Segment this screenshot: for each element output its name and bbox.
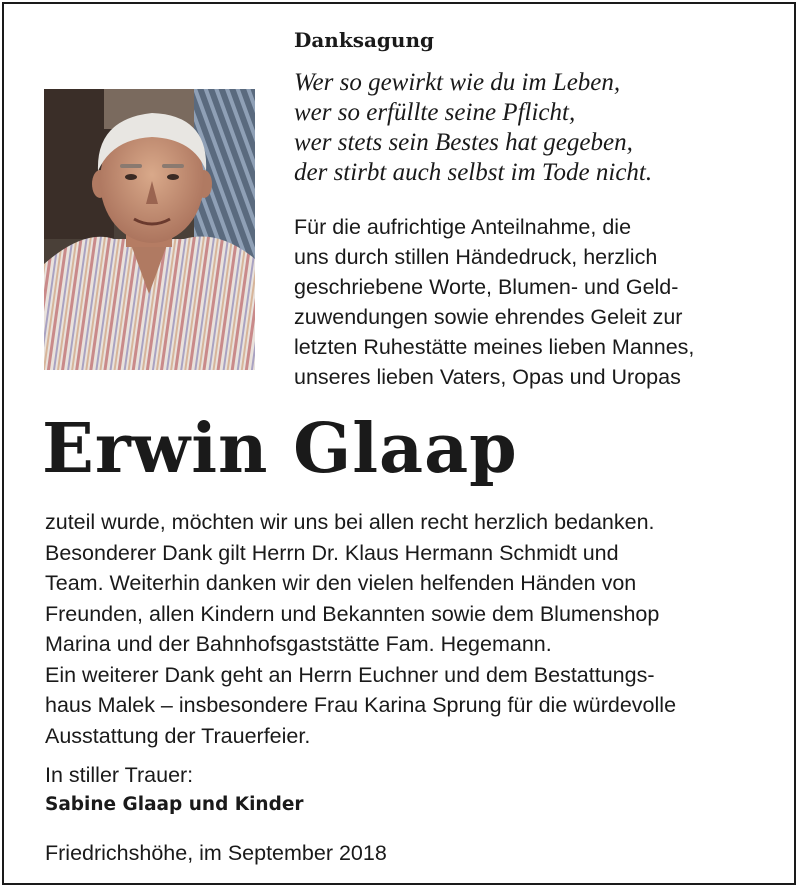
body-line: Marina und der Bahnhofsgaststätte Fam. Hegemann. [45,632,552,656]
body-line: Ein weiterer Dank geht an Herrn Euchner und dem Bestattungs- [45,662,655,687]
thanks-line: uns durch stillen Händedruck, herzlich [294,245,658,269]
body-paragraph [45,507,676,751]
thanks-line: geschriebene Worte, Blumen- und Geld- [294,275,679,299]
place-date: Friedrichshöhe, im September 2018 [45,841,387,865]
poem-verse [294,68,652,188]
thanks-line: Für die aufrichtige Anteilnahme, die [294,215,632,239]
body-line: zuteil wurde, möchten wir uns bei allen recht herzlich bedanken. [45,510,655,534]
body-line: haus Malek – insbesondere Frau Karina Sprung für die würdevolle [45,693,677,717]
notice-heading: Danksagung [294,28,434,52]
thanks-line: unseres lieben Vaters, Opas und Uropas [294,365,681,389]
deceased-name: Erwin Glaap [42,409,518,489]
signature-names: Sabine Glaap und Kinder [45,794,304,815]
thanks-line: zuwendungen sowie ehrendes Geleit zur [294,305,683,329]
poem-line: Wer so gewirkt wie du im Leben, [294,69,621,96]
body-line: Ausstattung der Trauerfeier. [45,723,311,748]
signature-intro: In stiller Trauer: [45,763,194,787]
poem-line: der stirbt auch selbst im Tode nicht. [294,159,653,186]
poem-line: wer so erfüllte seine Pflicht, [294,99,576,126]
portrait-photo [44,89,255,370]
body-line: Freunden, allen Kindern und Bekannten sowie dem Blumenshop [45,601,660,626]
poem-line: wer stets sein Bestes hat gegeben, [294,129,633,156]
body-line: Team. Weiterhin danken wir den vielen helfenden Händen von [45,571,637,595]
thanks-line: letzten Ruhestätte meines lieben Mannes, [294,335,695,359]
thanks-paragraph [294,212,694,392]
body-line: Besonderer Dank gilt Herrn Dr. Klaus Hermann Schmidt und [45,540,619,565]
